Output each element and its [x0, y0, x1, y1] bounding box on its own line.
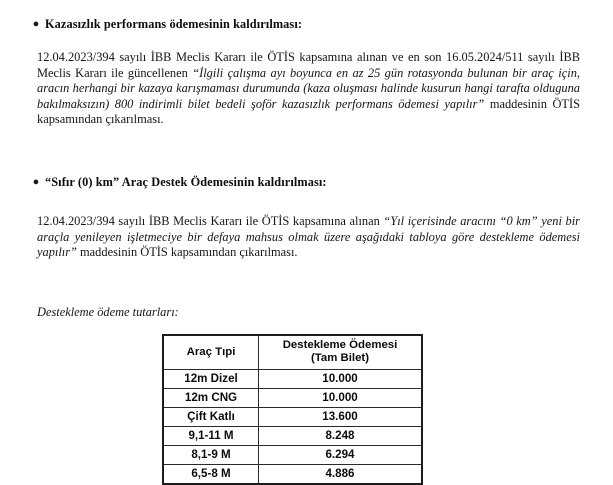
- cell-vehicle-type: 12m CNG: [163, 389, 259, 408]
- cell-amount: 8.248: [259, 427, 423, 446]
- table-header: [163, 335, 422, 370]
- column-header-support-payment-line1: Destekleme Ödemesi: [282, 339, 398, 351]
- table-caption: Destekleme ödeme tutarları:: [37, 305, 179, 319]
- paragraph-2-part2: maddesinin ÖTİS kapsamından çıkarılması.: [76, 245, 298, 260]
- payment-table: [162, 334, 423, 485]
- column-header-support-payment: [259, 335, 423, 370]
- cell-vehicle-type: 6,5-8 M: [163, 465, 259, 485]
- bullet-icon: ●: [32, 18, 40, 30]
- table-body: [163, 370, 422, 485]
- cell-amount: 10.000: [259, 370, 423, 389]
- cell-amount: 10.000: [259, 389, 423, 408]
- section-paragraph-2: [37, 214, 580, 261]
- column-header-vehicle-type: Araç Tıpi: [163, 335, 259, 370]
- bullet-heading-row-1: [27, 16, 587, 33]
- table-row: [163, 446, 422, 465]
- bullet-icon: ●: [32, 176, 40, 188]
- cell-amount: 4.886: [259, 465, 423, 485]
- paragraph-2-quote: “Yıl içerisinde aracını “0 km” yeni bir araçla yenileyen işletmeciye bir defaya mahsus olmak üzere aşağıdaki tabloya göre destekleme ödemesi yapılır”: [37, 214, 580, 260]
- cell-vehicle-type: Çift Katlı: [163, 408, 259, 427]
- bullet-heading-row-2: [27, 174, 587, 191]
- table-row: [163, 408, 422, 427]
- table-row: [163, 465, 422, 485]
- cell-amount: 6.294: [259, 446, 423, 465]
- payment-table-container: [162, 334, 423, 485]
- cell-vehicle-type: 8,1-9 M: [163, 446, 259, 465]
- section-heading-2: “Sıfır (0) km” Araç Destek Ödemesinin kaldırılması:: [45, 175, 327, 189]
- column-header-support-payment-line2: (Tam Bilet): [310, 352, 369, 364]
- section-paragraph-1: [37, 50, 580, 128]
- paragraph-1-quote: “İlgili çalışma ayı boyunca en az 25 gün rotasyonda bulunan bir araç için, aracın herhangi bir kazaya karışmaması durumunda (kaza oluşması halinde kusurun hangi tarafta olduguna bakılmaksızın) 800 indirimli bilet bedeli şoför kazasızlık performans ödemesi yapılır”: [37, 65, 580, 111]
- cell-vehicle-type: 12m Dizel: [163, 370, 259, 389]
- table-row: [163, 427, 422, 446]
- cell-vehicle-type: 9,1-11 M: [163, 427, 259, 446]
- table-row: [163, 389, 422, 408]
- paragraph-1-part2: maddesinin ÖTİS kapsamından çıkarılması.: [37, 96, 580, 127]
- table-header-row: [163, 335, 422, 370]
- cell-amount: 13.600: [259, 408, 423, 427]
- paragraph-2-part1: 12.04.2023/394 sayılı İBB Meclis Kararı ile ÖTİS kapsamına alınan: [37, 214, 384, 228]
- paragraph-1-part1: 12.04.2023/394 sayılı İBB Meclis Kararı ile ÖTİS kapsamına alınan ve en son 16.05.2024/511 sayılı İBB Meclis Kararı ile güncellenen: [37, 50, 580, 80]
- table-row: [163, 370, 422, 389]
- section-heading-1: Kazasızlık performans ödemesinin kaldırılması:: [45, 17, 303, 31]
